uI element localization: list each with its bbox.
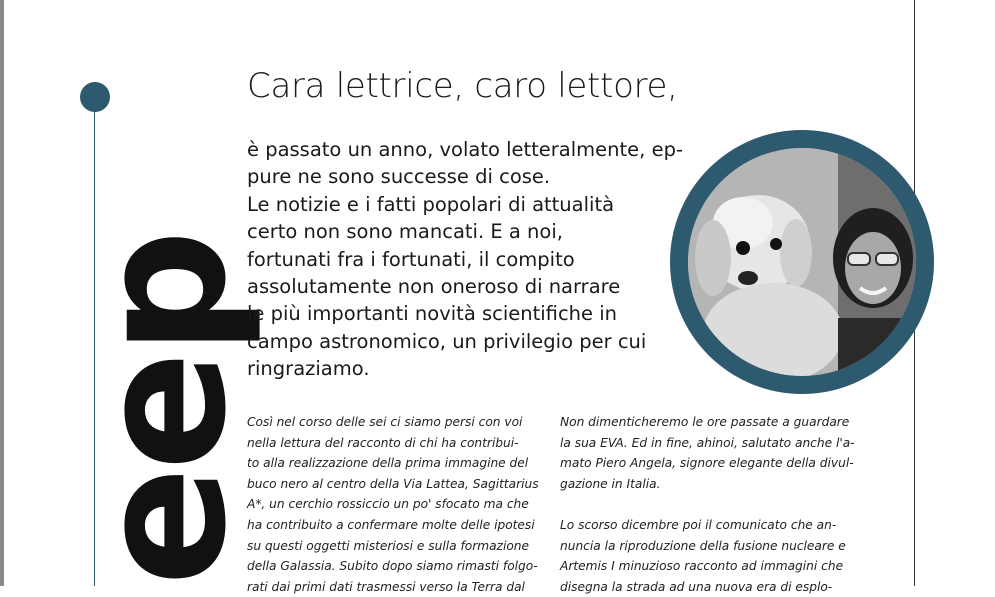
lead-paragraph <box>247 136 697 383</box>
body-line: to alla realizzazione della prima immagine del <box>247 456 529 471</box>
greeting-heading: Cara lettrice, caro lettore, <box>247 66 678 106</box>
body-line: disegna la strada ad una nuova era di esplo- <box>560 579 833 594</box>
body-line: nuncia la riproduzione della fusione nucleare e <box>560 538 846 553</box>
body-line: ha contribuito a confermare molte delle ipotesi <box>247 517 535 532</box>
lead-line: fortunati fra i fortunati, il compito <box>247 247 575 271</box>
body-line: Lo scorso dicembre poi il comunicato che an- <box>560 517 837 532</box>
body-line: Così nel corso delle sei ci siamo persi con voi <box>247 415 523 429</box>
body-column-2 <box>560 412 855 597</box>
lead-line: campo astronomico, un privilegio per cui <box>247 329 647 353</box>
accent-dot <box>80 82 110 112</box>
author-portrait <box>670 130 934 394</box>
lead-line: Le notizie e i fatti popolari di attualità <box>247 192 615 216</box>
lead-line: assolutamente non oneroso di narrare <box>247 275 621 299</box>
page-edge <box>0 0 4 586</box>
body-line: mato Piero Angela, signore elegante della divul- <box>560 456 854 471</box>
body-line: la sua EVA. Ed in fine, ahinoi, salutato anche l'a- <box>560 435 855 450</box>
body-line: su questi oggetti misteriosi e sulla formazione <box>247 538 530 553</box>
body-line: A*, un cerchio rossiccio un po' sfocato ma che <box>247 497 529 512</box>
body-line: nella lettura del racconto di chi ha contribui- <box>247 435 519 450</box>
paragraph-gap <box>560 494 848 515</box>
lead-line: certo non sono mancati. E a noi, <box>247 220 563 244</box>
lead-line: le più importanti novità scientifiche in <box>247 302 618 326</box>
portrait-illustration <box>688 148 916 376</box>
body-line: buco nero al centro della Via Lattea, Sagittarius <box>247 476 539 491</box>
portrait-photo <box>688 148 916 376</box>
body-line: gazione in Italia. <box>560 476 661 491</box>
body-column-1 <box>247 412 539 597</box>
vertical-heading: eep <box>60 233 265 586</box>
lead-line: è passato un anno, volato letteralmente, ep- <box>247 138 683 161</box>
lead-line: ringraziamo. <box>247 357 370 381</box>
body-line: Artemis I minuzioso racconto ad immagini che <box>560 559 844 574</box>
body-line: Non dimenticheremo le ore passate a guardare <box>560 415 850 429</box>
body-line: della Galassia. Subito dopo siamo rimasti folgo- <box>247 559 538 574</box>
lead-line: pure ne sono successe di cose. <box>247 165 551 189</box>
body-line: rati dai primi dati trasmessi verso la Terra dal <box>247 579 525 594</box>
